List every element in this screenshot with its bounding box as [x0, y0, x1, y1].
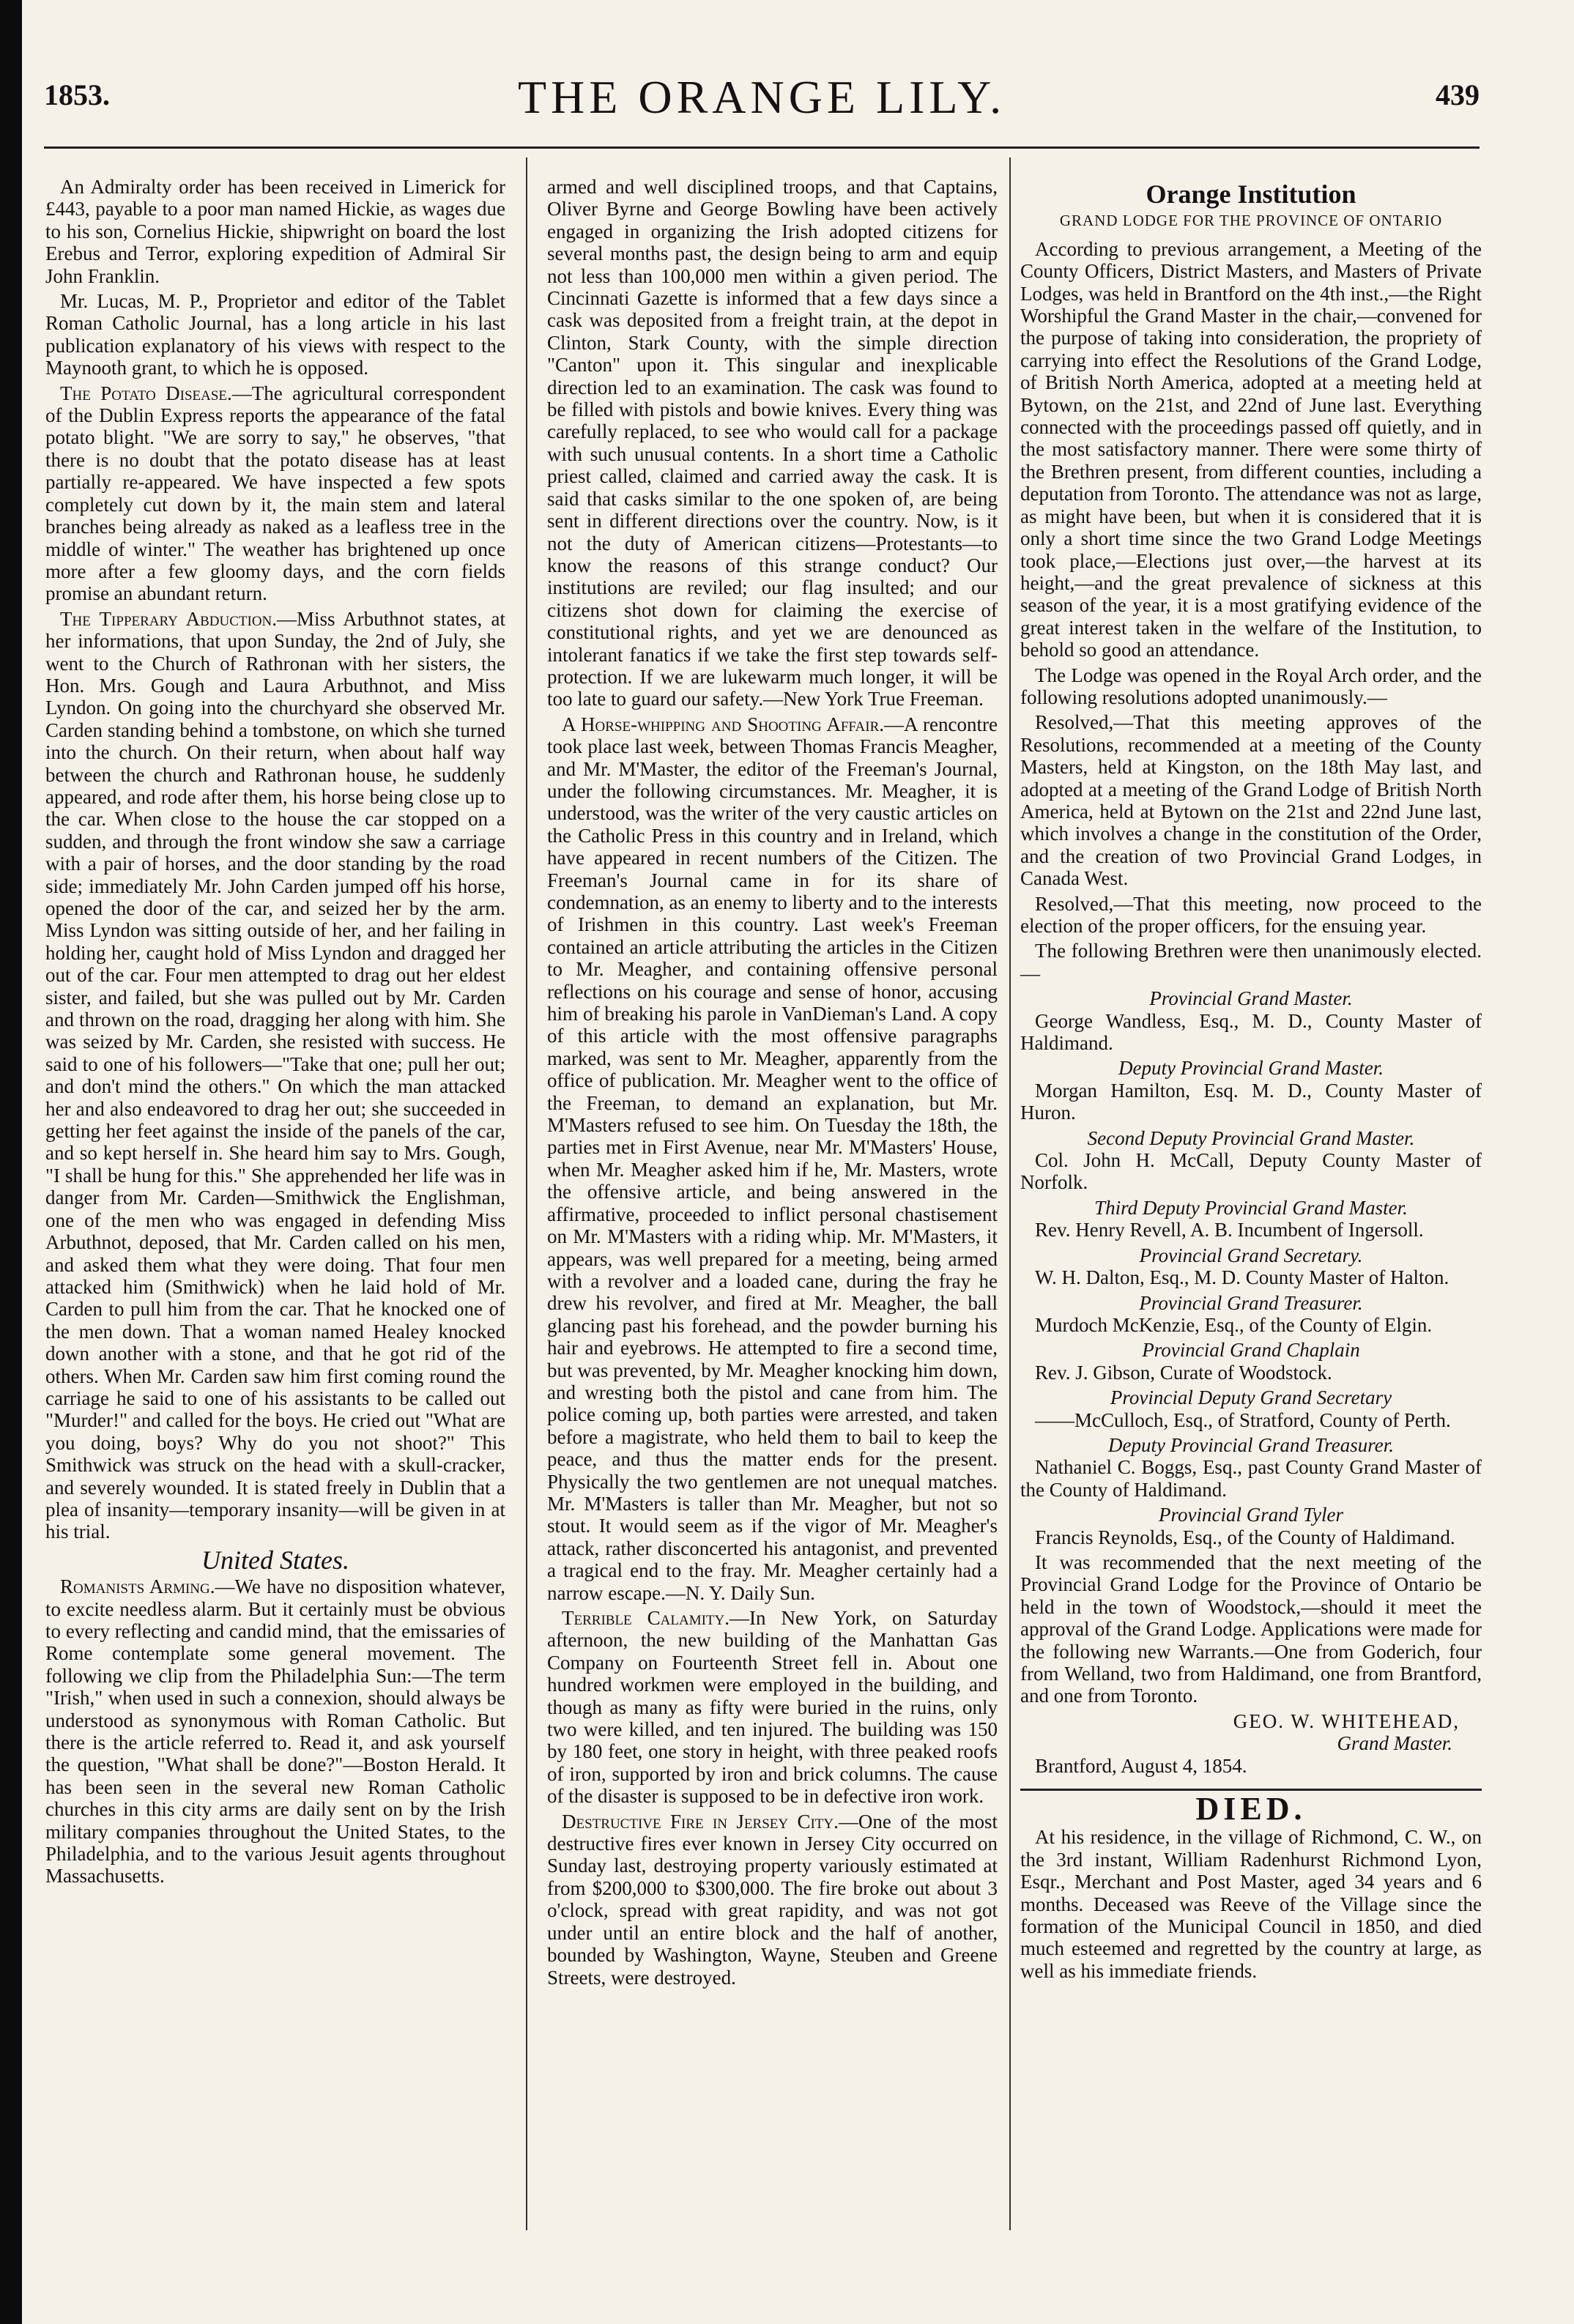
- meeting-paragraph: According to previous arrangement, a Meeting of the County Officers, District Masters, and Masters of Private Lodges, was held in Brantford on the 4th inst.,—the Right Worshipful the Grand Master in the chair,—convened for the purpose of taking into consideration, the propriety of carrying into effect the Resolutions of the Grand Lodge, of British North America, adopted at a meeting held at Bytown, on the 21st, and 22nd of June last. Everything connected with the proceedings passed off quietly, and in the most satisfactory manner. There were some thirty of the Brethren present, from different counties, including a deputation from Toronto. The attendance was not as large, as might have been, but when it is considered that it is only a short time since the two Grand Lodge Meetings took place,—Elections just over,—the harvest at its height,—and the great prevalence of sickness at this season of the year, it is a most gratifying evidence of the great interest taken in the welfare of the Institution, to behold so good an attendance.: [1020, 237, 1482, 661]
- obituary-paragraph: At his residence, in the village of Richmond, C. W., on the 3rd instant, William Radenhurst Richmond Lyon, Esqr., Merchant and Post Master, aged 34 years and 6 months. Deceased was Reeve of the Village since the formation of the Municipal Council in 1850, and died much esteemed and regretted by the country at large, as well as his immediate friends.: [1020, 1826, 1482, 1982]
- officer-name: ——McCulloch, Esq., of Stratford, County of Perth.: [1035, 1408, 1451, 1431]
- office-title: Deputy Provincial Grand Master.: [1118, 1057, 1384, 1080]
- terrible-calamity-paragraph: [547, 1607, 998, 1808]
- officer-name: Murdoch McKenzie, Esq., of the County of Elgin.: [1035, 1313, 1433, 1336]
- column-1: [45, 176, 505, 1890]
- signature: GEO. W. WHITEHEAD,: [1233, 1709, 1460, 1732]
- office-title: Second Deputy Provincial Grand Master.: [1087, 1126, 1415, 1149]
- officer-name: W. H. Dalton, Esq., M. D. County Master of Halton.: [1035, 1266, 1449, 1289]
- lucas-paragraph: Mr. Lucas, M. P., Proprietor and editor of the Tablet Roman Catholic Journal, has a long article in his last publication explanatory of his views with respect to the Maynooth grant, to which he is opposed.: [45, 290, 505, 379]
- officer-list: [1020, 987, 1482, 1548]
- potato-disease-text: —The agricultural correspondent of the Dublin Express reports the appearance of the fatal potato blight. "We are sorry to say," he observes, "that there is no doubt that the potato disease has at least partially re-appeared. We have inspected a few spots completely cut down by it, the main stem and lateral branches being already as naked as a leafless tree in the middle of winter." The weather has brightened up once more after a few gloomy days, and the corn fields promise an abundant return.: [45, 382, 505, 605]
- lodge-opened-paragraph: The Lodge was opened in the Royal Arch order, and the following resolutions adopted unanimously.—: [1020, 664, 1482, 708]
- officer-name: Francis Reynolds, Esq., of the County of Haldimand.: [1035, 1526, 1455, 1548]
- tipperary-text: —Miss Arbuthnot states, at her informations, that upon Sunday, the 2nd of July, she went to the Church of Rathronan with her sisters, the Hon. Mrs. Gough and Laura Arbuthnot, and Miss Lyndon. On going into the churchyard she observed Mr. Carden standing behind a tombstone, on which she turned into the church. On their return, when about half way between the church and Rathronan house, he suddenly appeared, and rode after them, his horse being close up to the car. When close to the house the car stopped on a sudden, and through the front window she saw a carriage with a pair of horses, and the door standing by the road side; immediately Mr. John Carden jumped off his horse, opened the door of the car, and seized her by the arm. Miss Lyndon was sitting outside of her, and her failing in holding her, caught hold of Miss Lyndon and dragged her out of the car. Four men attempted to drag out her eldest sister, and failed, but she was pulled out by Mr. Carden and thrown on the road, dragging her along with him. She was seized by Mr. Carden, she resisted with success. He said to one of his followers—"Take that one; pull her out; and don't mind the others." On which the man attacked her and also endeavored to drag her out; she succeeded in getting her feet against the inside of the panels of the car, and so kept herself in. She heard him say to Mrs. Gough, "I shall be hung for this." She apprehended her life was in danger from Mr. Carden—Smithwick the Englishman, one of the men who was engaged in defending Miss Arbuthnot, deposed, that Mr. Carden called on his men, and asked them what they were doing. That four men attacked him (Smithwick) when he laid hold of Mr. Carden to pull him from the car. That he knocked one of the men down. That a woman named Healey knocked down another with a stone, and that he got rid of the others. When Mr. Carden saw him first coming round the carriage he said to one of his assistants to be called out "Murder!" and called for the boys. He cried out "What are you doing, boys? Why do you not shoot?" This Smithwick was struck on the head with a skull-cracker, and severely wounded. It is stated freely in Dublin that a plea of insanity—temporary insanity—will be given in at his trial.: [45, 607, 505, 1543]
- officer-name: Nathaniel C. Boggs, Esq., past County Grand Master of the County of Haldimand.: [1020, 1456, 1482, 1501]
- page-header: [44, 70, 1480, 129]
- office-title: Provincial Grand Tyler: [1159, 1504, 1343, 1526]
- horsewhipping-paragraph: [547, 713, 998, 1604]
- romanists-arming-text: —We have no disposition whatever, to excite needless alarm. But it certainly must be obvious to every reflecting and candid mind, that the emissaries of Rome contemplate some general movement. The following we clip from the Philadelphia Sun:—The term "Irish," when used in such a connexion, should always be understood as synonymous with Roman Catholic. But there is the article referred to. Read it, and ask yourself the question, "What shall be done?"—Boston Herald. It has been seen in the several new Roman Catholic churches in this city arms are daily sent on by the Irish military companies throughout the United States, to the Philadelphia, and to the various Jesuit agents throughout Massachusetts.: [45, 1575, 506, 1887]
- jersey-fire-text: —One of the most destructive fires ever known in Jersey City occurred on Sunday last, destroying property variously estimated at from $200,000 to $300,000. The fire broke out about 3 o'clock, spread with great rapidity, and was not got under until an entire block and the half of another, bounded by Washington, Wayne, Steuben and Greene Streets, were destroyed.: [547, 1810, 998, 1989]
- column-divider-2: [1009, 157, 1011, 2230]
- officer-name: Rev. Henry Revell, A. B. Incumbent of Ingersoll.: [1035, 1219, 1424, 1241]
- resolution-2: Resolved,—That this meeting, now proceed to the election of the proper officers, for the ensuing year.: [1020, 892, 1482, 937]
- newspaper-title: THE ORANGE LILY.: [517, 71, 1006, 123]
- united-states-heading: United States.: [201, 1545, 349, 1575]
- admiralty-paragraph: An Admiralty order has been received in Limerick for £443, payable to a poor man named Hickie, as wages due to his son, Cornelius Hickie, shipwright on board the lost Erebus and Terror, exploring expedition of Admiral Sir John Franklin.: [45, 176, 505, 287]
- orange-institution-title: Orange Institution: [1146, 179, 1356, 209]
- dateline: Brantford, August 4, 1854.: [1035, 1754, 1247, 1777]
- column-divider-1: [526, 157, 527, 2230]
- resolution-1: Resolved,—That this meeting approves of the Resolutions, recommended at a meeting of the County Masters, held at Kingston, on the 18th May last, and adopted at a meeting of the Grand Lodge of British North America, held at Bytown on the 21st and 22nd June last, which involves a change in the constitution of the Order, and the creation of two Provincial Grand Lodges, in Canada West.: [1020, 711, 1482, 890]
- horsewhipping-heading: A Horse-whipping and Shooting Affair.: [562, 713, 885, 735]
- jersey-fire-paragraph: [547, 1811, 998, 1989]
- office-title: Provincial Grand Treasurer.: [1139, 1291, 1363, 1314]
- jersey-fire-heading: Destructive Fire in Jersey City.: [562, 1810, 839, 1833]
- grand-lodge-subtitle: GRAND LODGE FOR THE PROVINCE OF ONTARIO: [1059, 212, 1443, 230]
- office-title: Provincial Grand Chaplain: [1142, 1339, 1360, 1362]
- officer-name: Morgan Hamilton, Esq. M. D., County Master of Huron.: [1020, 1079, 1482, 1124]
- office-title: Third Deputy Provincial Grand Master.: [1094, 1196, 1408, 1219]
- page-binding-edge: [0, 0, 22, 2324]
- tipperary-heading: The Tipperary Abduction.: [60, 607, 278, 630]
- officer-name: Rev. J. Gibson, Curate of Woodstock.: [1035, 1361, 1332, 1384]
- column-3: [1020, 176, 1482, 1985]
- signature-role: Grand Master.: [1337, 1732, 1452, 1755]
- office-title: Deputy Provincial Grand Treasurer.: [1108, 1433, 1394, 1456]
- romanists-arming-paragraph: [45, 1575, 505, 1887]
- next-meeting-paragraph: It was recommended that the next meeting of the Provincial Grand Lodge for the Province of Ontario be held in the town of Woodstock,—should it meet the approval of the Grand Lodge. Applications were made for the following new Warrants.—One from Goderich, four from Welland, two from Haldimand, one from Brantford, and one from Toronto.: [1020, 1551, 1482, 1707]
- office-title: Provincial Deputy Grand Secretary: [1110, 1386, 1392, 1409]
- header-year: 1853.: [44, 78, 110, 111]
- terrible-calamity-heading: Terrible Calamity.: [562, 1607, 730, 1629]
- elected-intro: The following Brethren were then unanimously elected.—: [1020, 940, 1482, 984]
- potato-disease-paragraph: [45, 382, 505, 605]
- terrible-calamity-text: —In New York, on Saturday afternoon, the new building of the Manhattan Gas Company on Fourteenth Street fell in. About one hundred workmen were employed in the building, and though as many as fifty were buried in the ruins, only two were killed, and ten injured. The building was 150 by 180 feet, one story in height, with three peaked roofs of iron, supported by iron and brick columns. The cause of the disaster is supposed to be in defective iron work.: [547, 1607, 998, 1808]
- column-2: [547, 176, 998, 1991]
- romanists-arming-heading: Romanists Arming.: [60, 1575, 215, 1598]
- office-title: Provincial Grand Master.: [1149, 987, 1353, 1010]
- officer-name: George Wandless, Esq., M. D., County Master of Haldimand.: [1020, 1009, 1482, 1055]
- horsewhipping-text: —A rencontre took place last week, between Thomas Francis Meagher, and Mr. M'Master, the editor of the Freeman's Journal, under the following circumstances. Mr. Meagher, it is understood, was the writer of the very caustic articles on the Catholic Press in this country and in Ireland, which have appeared in recent numbers of the Citizen. The Freeman's Journal came in for its share of condemnation, as an enemy to liberty and to the interests of Irishmen in this country. Last week's Freeman contained an article attributing the articles in the Citizen to Mr. Meagher, and containing offensive personal reflections on his courage and sense of honor, accusing him of breaking his parole in VanDieman's Land. A copy of this article with the most offensive paragraphs marked, was sent to Mr. Meagher, apparently from the office of publication. Mr. Meagher went to the office of the Freeman, to demand an explanation, but Mr. M'Masters refused to see him. On Tuesday the 18th, the parties met in First Avenue, near Mr. M'Masters' House, when Mr. Meagher asked him if he, Mr. Masters, wrote the offensive article, and being answered in the affirmative, proceeded to inflict personal chastisement on Mr. M'Masters with a riding whip. Mr. M'Masters, it appears, was well prepared for a meeting, being armed with a revolver and a loaded cane, during the fray he drew his revolver, and fired at Mr. Meagher, the ball glancing past his forehead, and the powder burning his hair and eyebrows. He attempted to fire a second time, but was prevented, by Mr. Meagher knocking him down, and wresting both the pistol and cane from him. The police coming up, both parties were arrested, and taken before a magistrate, who held them to bail to keep the peace, and thus the matter ends for the present. Physically the two gentlemen are not unequal matches. Mr. M'Masters is taller than Mr. Meagher, but not so stout. It would seem as if the vigor of Mr. Meagher's attack, rather disconcerted his antagonist, and prevented a tragical end to the fray. Mr. Meagher certainly had a narrow escape.—N. Y. Daily Sun.: [547, 713, 998, 1604]
- died-heading: DIED.: [1195, 1791, 1307, 1827]
- page-number: 439: [1436, 78, 1480, 111]
- potato-disease-heading: The Potato Disease.: [60, 382, 232, 404]
- header-rule: [44, 146, 1480, 149]
- officer-name: Col. John H. McCall, Deputy County Master of Norfolk.: [1020, 1149, 1482, 1194]
- office-title: Provincial Grand Secretary.: [1139, 1244, 1363, 1266]
- tipperary-paragraph: [45, 608, 505, 1543]
- armed-troops-paragraph: armed and well disciplined troops, and that Captains, Oliver Byrne and George Bowling have been actively engaged in organizing the Irish adopted citizens for several months past, the design being to arm and equip not less than 100,000 men within a given period. The Cincinnati Gazette is informed that a few days since a cask was deposited from a freight train, at the depot in Clinton, Stark County, with the simple direction "Canton" upon it. This singular and inexplicable direction led to an examination. The cask was found to be filled with pistols and bowie knives. Every thing was carefully replaced, to see who would call for a package with such unusual contents. In a short time a Catholic priest called, claimed and carried away the cask. It is said that casks similar to the one spoken of, are being sent in different directions over the country. Now, is it not the duty of American citizens—Protestants—to know the reasons of this strange conduct? Our institutions are reviled; our flag insulted; and our citizens shot down for claiming the exercise of constitutional rights, and yet we are denounced as intolerant fanatics if we take the first step towards self-protection. If we are lukewarm much longer, it will be too late to guard our safety.—New York True Freeman.: [547, 176, 998, 710]
